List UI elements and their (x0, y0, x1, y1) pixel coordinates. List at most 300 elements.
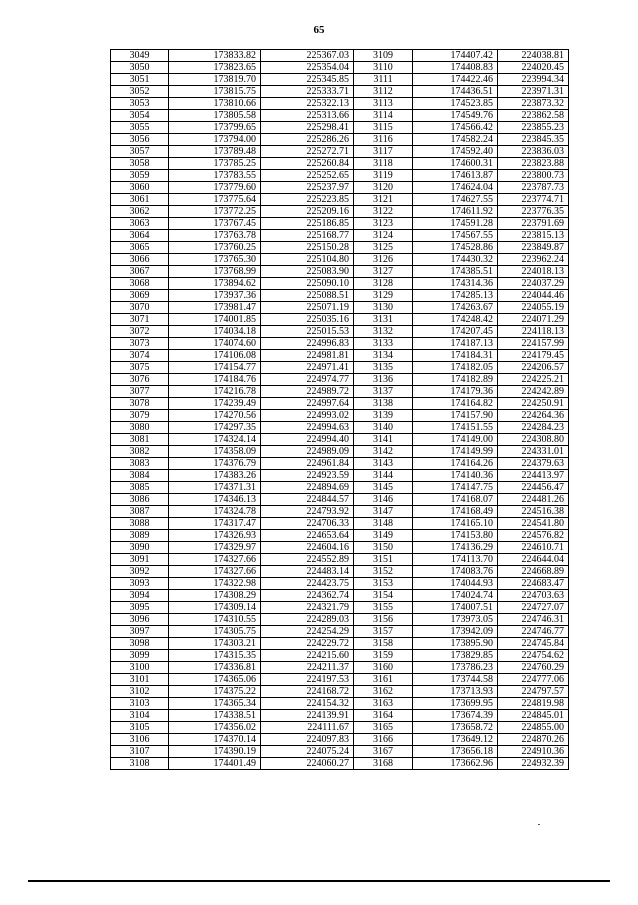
cell-y-coordinate: 224797.57 (498, 686, 569, 698)
cell-point-number: 3104 (111, 710, 169, 722)
cell-point-number: 3059 (111, 170, 169, 182)
table-row (111, 722, 569, 734)
cell-y-coordinate: 224844.57 (261, 494, 354, 506)
cell-x-coordinate: 173662.96 (413, 758, 498, 770)
cell-x-coordinate: 174549.76 (413, 110, 498, 122)
cell-x-coordinate: 174303.21 (169, 638, 261, 650)
cell-x-coordinate: 174001.85 (169, 314, 261, 326)
table-row (111, 350, 569, 362)
cell-point-number: 3151 (354, 554, 413, 566)
cell-y-coordinate: 224974.77 (261, 374, 354, 386)
cell-y-coordinate: 225354.04 (261, 62, 354, 74)
cell-y-coordinate: 225035.16 (261, 314, 354, 326)
cell-point-number: 3164 (354, 710, 413, 722)
cell-point-number: 3159 (354, 650, 413, 662)
cell-point-number: 3051 (111, 74, 169, 86)
cell-x-coordinate: 174164.82 (413, 398, 498, 410)
cell-y-coordinate: 224179.45 (498, 350, 569, 362)
cell-x-coordinate: 174140.36 (413, 470, 498, 482)
cell-y-coordinate: 223849.87 (498, 242, 569, 254)
cell-point-number: 3086 (111, 494, 169, 506)
cell-x-coordinate: 173783.55 (169, 170, 261, 182)
cell-y-coordinate: 224552.89 (261, 554, 354, 566)
cell-y-coordinate: 225071.19 (261, 302, 354, 314)
cell-point-number: 3085 (111, 482, 169, 494)
table-row (111, 194, 569, 206)
cell-y-coordinate: 224997.64 (261, 398, 354, 410)
cell-y-coordinate: 224413.97 (498, 470, 569, 482)
cell-point-number: 3066 (111, 254, 169, 266)
cell-point-number: 3070 (111, 302, 169, 314)
cell-y-coordinate: 225168.77 (261, 230, 354, 242)
cell-y-coordinate: 224777.06 (498, 674, 569, 686)
cell-point-number: 3064 (111, 230, 169, 242)
cell-point-number: 3053 (111, 98, 169, 110)
cell-y-coordinate: 225083.90 (261, 266, 354, 278)
cell-y-coordinate: 224971.41 (261, 362, 354, 374)
cell-y-coordinate: 224097.83 (261, 734, 354, 746)
cell-point-number: 3103 (111, 698, 169, 710)
cell-point-number: 3072 (111, 326, 169, 338)
cell-point-number: 3153 (354, 578, 413, 590)
cell-point-number: 3162 (354, 686, 413, 698)
cell-x-coordinate: 174365.06 (169, 674, 261, 686)
cell-point-number: 3058 (111, 158, 169, 170)
cell-x-coordinate: 174430.32 (413, 254, 498, 266)
table-row (111, 482, 569, 494)
cell-x-coordinate: 174624.04 (413, 182, 498, 194)
cell-y-coordinate: 225298.41 (261, 122, 354, 134)
cell-point-number: 3136 (354, 374, 413, 386)
cell-point-number: 3106 (111, 734, 169, 746)
cell-point-number: 3101 (111, 674, 169, 686)
cell-point-number: 3143 (354, 458, 413, 470)
cell-x-coordinate: 174270.56 (169, 410, 261, 422)
stray-mark (538, 824, 540, 825)
table-row (111, 506, 569, 518)
table-row (111, 710, 569, 722)
table-row (111, 542, 569, 554)
cell-point-number: 3075 (111, 362, 169, 374)
cell-point-number: 3150 (354, 542, 413, 554)
cell-y-coordinate: 224044.46 (498, 290, 569, 302)
cell-point-number: 3112 (354, 86, 413, 98)
cell-point-number: 3078 (111, 398, 169, 410)
cell-x-coordinate: 174376.79 (169, 458, 261, 470)
cell-x-coordinate: 174182.05 (413, 362, 498, 374)
cell-y-coordinate: 225209.16 (261, 206, 354, 218)
cell-point-number: 3081 (111, 434, 169, 446)
cell-x-coordinate: 174383.26 (169, 470, 261, 482)
cell-x-coordinate: 174297.35 (169, 422, 261, 434)
table-row (111, 362, 569, 374)
cell-x-coordinate: 173699.95 (413, 698, 498, 710)
cell-x-coordinate: 174024.74 (413, 590, 498, 602)
cell-point-number: 3105 (111, 722, 169, 734)
cell-point-number: 3117 (354, 146, 413, 158)
cell-point-number: 3125 (354, 242, 413, 254)
cell-x-coordinate: 173815.75 (169, 86, 261, 98)
cell-x-coordinate: 174154.77 (169, 362, 261, 374)
cell-y-coordinate: 225367.03 (261, 50, 354, 62)
cell-x-coordinate: 173823.65 (169, 62, 261, 74)
cell-x-coordinate: 174308.29 (169, 590, 261, 602)
cell-y-coordinate: 224018.13 (498, 266, 569, 278)
cell-point-number: 3160 (354, 662, 413, 674)
cell-y-coordinate: 225313.66 (261, 110, 354, 122)
cell-x-coordinate: 174310.55 (169, 614, 261, 626)
cell-x-coordinate: 174239.49 (169, 398, 261, 410)
cell-y-coordinate: 224604.16 (261, 542, 354, 554)
cell-y-coordinate: 224154.32 (261, 698, 354, 710)
cell-x-coordinate: 173763.78 (169, 230, 261, 242)
cell-point-number: 3099 (111, 650, 169, 662)
table-row (111, 434, 569, 446)
cell-y-coordinate: 223774.71 (498, 194, 569, 206)
cell-point-number: 3165 (354, 722, 413, 734)
cell-x-coordinate: 174327.66 (169, 554, 261, 566)
cell-y-coordinate: 224993.02 (261, 410, 354, 422)
cell-point-number: 3109 (354, 50, 413, 62)
cell-x-coordinate: 173819.70 (169, 74, 261, 86)
cell-point-number: 3161 (354, 674, 413, 686)
cell-point-number: 3055 (111, 122, 169, 134)
cell-point-number: 3155 (354, 602, 413, 614)
cell-point-number: 3087 (111, 506, 169, 518)
cell-point-number: 3080 (111, 422, 169, 434)
cell-y-coordinate: 225150.28 (261, 242, 354, 254)
cell-x-coordinate: 174317.47 (169, 518, 261, 530)
table-row (111, 182, 569, 194)
cell-y-coordinate: 224481.26 (498, 494, 569, 506)
cell-y-coordinate: 224157.99 (498, 338, 569, 350)
cell-point-number: 3071 (111, 314, 169, 326)
cell-x-coordinate: 174627.55 (413, 194, 498, 206)
cell-point-number: 3131 (354, 314, 413, 326)
cell-point-number: 3093 (111, 578, 169, 590)
coordinates-table (110, 49, 569, 770)
cell-y-coordinate: 223855.23 (498, 122, 569, 134)
cell-x-coordinate: 174216.78 (169, 386, 261, 398)
cell-point-number: 3107 (111, 746, 169, 758)
cell-point-number: 3050 (111, 62, 169, 74)
cell-point-number: 3088 (111, 518, 169, 530)
cell-point-number: 3158 (354, 638, 413, 650)
cell-x-coordinate: 174044.93 (413, 578, 498, 590)
cell-point-number: 3091 (111, 554, 169, 566)
table-row (111, 758, 569, 770)
table-row (111, 230, 569, 242)
cell-x-coordinate: 174371.31 (169, 482, 261, 494)
cell-y-coordinate: 224994.63 (261, 422, 354, 434)
cell-y-coordinate: 225260.84 (261, 158, 354, 170)
cell-y-coordinate: 223791.69 (498, 218, 569, 230)
cell-x-coordinate: 174182.89 (413, 374, 498, 386)
cell-x-coordinate: 173765.30 (169, 254, 261, 266)
cell-y-coordinate: 224989.72 (261, 386, 354, 398)
table-row (111, 158, 569, 170)
cell-y-coordinate: 224362.74 (261, 590, 354, 602)
cell-point-number: 3128 (354, 278, 413, 290)
cell-x-coordinate: 174375.22 (169, 686, 261, 698)
table-row (111, 218, 569, 230)
cell-y-coordinate: 225322.13 (261, 98, 354, 110)
table-row (111, 398, 569, 410)
table-row (111, 602, 569, 614)
cell-y-coordinate: 225333.71 (261, 86, 354, 98)
cell-point-number: 3152 (354, 566, 413, 578)
table-row (111, 134, 569, 146)
cell-point-number: 3133 (354, 338, 413, 350)
cell-point-number: 3137 (354, 386, 413, 398)
cell-point-number: 3077 (111, 386, 169, 398)
cell-point-number: 3090 (111, 542, 169, 554)
cell-point-number: 3118 (354, 158, 413, 170)
cell-point-number: 3113 (354, 98, 413, 110)
cell-point-number: 3068 (111, 278, 169, 290)
cell-y-coordinate: 223971.31 (498, 86, 569, 98)
cell-x-coordinate: 173799.65 (169, 122, 261, 134)
cell-x-coordinate: 173794.00 (169, 134, 261, 146)
cell-y-coordinate: 224264.36 (498, 410, 569, 422)
cell-point-number: 3168 (354, 758, 413, 770)
cell-y-coordinate: 224284.23 (498, 422, 569, 434)
cell-y-coordinate: 224215.60 (261, 650, 354, 662)
cell-y-coordinate: 224111.67 (261, 722, 354, 734)
cell-point-number: 3132 (354, 326, 413, 338)
cell-y-coordinate: 224055.19 (498, 302, 569, 314)
cell-point-number: 3141 (354, 434, 413, 446)
cell-y-coordinate: 224541.80 (498, 518, 569, 530)
cell-y-coordinate: 223845.35 (498, 134, 569, 146)
cell-point-number: 3154 (354, 590, 413, 602)
cell-x-coordinate: 174179.36 (413, 386, 498, 398)
cell-y-coordinate: 224668.89 (498, 566, 569, 578)
cell-y-coordinate: 224981.81 (261, 350, 354, 362)
cell-x-coordinate: 174582.24 (413, 134, 498, 146)
cell-y-coordinate: 224250.91 (498, 398, 569, 410)
cell-x-coordinate: 174187.13 (413, 338, 498, 350)
cell-x-coordinate: 174168.07 (413, 494, 498, 506)
cell-y-coordinate: 224845.01 (498, 710, 569, 722)
table-row (111, 614, 569, 626)
cell-x-coordinate: 174309.14 (169, 602, 261, 614)
table-row (111, 338, 569, 350)
cell-point-number: 3119 (354, 170, 413, 182)
cell-y-coordinate: 224610.71 (498, 542, 569, 554)
cell-point-number: 3145 (354, 482, 413, 494)
cell-y-coordinate: 224910.36 (498, 746, 569, 758)
cell-y-coordinate: 225090.10 (261, 278, 354, 290)
cell-y-coordinate: 225252.65 (261, 170, 354, 182)
table-row (111, 638, 569, 650)
cell-y-coordinate: 224308.80 (498, 434, 569, 446)
cell-x-coordinate: 174600.31 (413, 158, 498, 170)
cell-x-coordinate: 173760.25 (169, 242, 261, 254)
cell-x-coordinate: 174322.98 (169, 578, 261, 590)
cell-y-coordinate: 225223.85 (261, 194, 354, 206)
cell-y-coordinate: 224996.83 (261, 338, 354, 350)
cell-point-number: 3147 (354, 506, 413, 518)
cell-point-number: 3100 (111, 662, 169, 674)
table-row (111, 254, 569, 266)
cell-point-number: 3057 (111, 146, 169, 158)
cell-y-coordinate: 224994.40 (261, 434, 354, 446)
cell-x-coordinate: 173767.45 (169, 218, 261, 230)
cell-y-coordinate: 224703.63 (498, 590, 569, 602)
cell-y-coordinate: 225272.71 (261, 146, 354, 158)
cell-x-coordinate: 174338.51 (169, 710, 261, 722)
cell-x-coordinate: 174327.66 (169, 566, 261, 578)
cell-point-number: 3097 (111, 626, 169, 638)
cell-y-coordinate: 225345.85 (261, 74, 354, 86)
cell-y-coordinate: 225237.97 (261, 182, 354, 194)
cell-y-coordinate: 224793.92 (261, 506, 354, 518)
cell-x-coordinate: 173805.58 (169, 110, 261, 122)
cell-point-number: 3138 (354, 398, 413, 410)
cell-point-number: 3096 (111, 614, 169, 626)
cell-y-coordinate: 224242.89 (498, 386, 569, 398)
cell-x-coordinate: 174184.76 (169, 374, 261, 386)
cell-point-number: 3098 (111, 638, 169, 650)
cell-y-coordinate: 223862.58 (498, 110, 569, 122)
cell-point-number: 3063 (111, 218, 169, 230)
cell-x-coordinate: 174356.02 (169, 722, 261, 734)
table-row (111, 326, 569, 338)
table-row (111, 650, 569, 662)
cell-y-coordinate: 224118.13 (498, 326, 569, 338)
cell-x-coordinate: 174106.08 (169, 350, 261, 362)
cell-x-coordinate: 174390.19 (169, 746, 261, 758)
cell-x-coordinate: 174407.42 (413, 50, 498, 62)
cell-x-coordinate: 174592.40 (413, 146, 498, 158)
cell-y-coordinate: 225015.53 (261, 326, 354, 338)
cell-y-coordinate: 224331.01 (498, 446, 569, 458)
cell-point-number: 3062 (111, 206, 169, 218)
cell-y-coordinate: 224894.69 (261, 482, 354, 494)
cell-point-number: 3146 (354, 494, 413, 506)
cell-x-coordinate: 173981.47 (169, 302, 261, 314)
cell-x-coordinate: 174157.90 (413, 410, 498, 422)
cell-x-coordinate: 174385.51 (413, 266, 498, 278)
cell-point-number: 3060 (111, 182, 169, 194)
cell-x-coordinate: 174326.93 (169, 530, 261, 542)
cell-point-number: 3092 (111, 566, 169, 578)
cell-y-coordinate: 225286.26 (261, 134, 354, 146)
cell-point-number: 3049 (111, 50, 169, 62)
cell-x-coordinate: 174523.85 (413, 98, 498, 110)
cell-y-coordinate: 224483.14 (261, 566, 354, 578)
cell-point-number: 3108 (111, 758, 169, 770)
cell-x-coordinate: 174365.34 (169, 698, 261, 710)
cell-x-coordinate: 174263.67 (413, 302, 498, 314)
cell-x-coordinate: 174007.51 (413, 602, 498, 614)
cell-y-coordinate: 224060.27 (261, 758, 354, 770)
footer-rule (28, 880, 610, 882)
cell-point-number: 3144 (354, 470, 413, 482)
cell-y-coordinate: 225088.51 (261, 290, 354, 302)
cell-y-coordinate: 224206.57 (498, 362, 569, 374)
cell-y-coordinate: 224075.24 (261, 746, 354, 758)
cell-y-coordinate: 224168.72 (261, 686, 354, 698)
cell-y-coordinate: 224706.33 (261, 518, 354, 530)
cell-point-number: 3094 (111, 590, 169, 602)
cell-y-coordinate: 224037.29 (498, 278, 569, 290)
cell-point-number: 3076 (111, 374, 169, 386)
cell-x-coordinate: 174336.81 (169, 662, 261, 674)
cell-x-coordinate: 174401.49 (169, 758, 261, 770)
table-row (111, 458, 569, 470)
table-row (111, 206, 569, 218)
cell-point-number: 3095 (111, 602, 169, 614)
table-row (111, 674, 569, 686)
cell-x-coordinate: 174136.29 (413, 542, 498, 554)
cell-point-number: 3149 (354, 530, 413, 542)
cell-y-coordinate: 223962.24 (498, 254, 569, 266)
cell-y-coordinate: 224321.79 (261, 602, 354, 614)
cell-y-coordinate: 224071.29 (498, 314, 569, 326)
cell-y-coordinate: 224683.47 (498, 578, 569, 590)
cell-y-coordinate: 224229.72 (261, 638, 354, 650)
cell-x-coordinate: 174422.46 (413, 74, 498, 86)
table-row (111, 110, 569, 122)
cell-point-number: 3065 (111, 242, 169, 254)
cell-y-coordinate: 223994.34 (498, 74, 569, 86)
cell-y-coordinate: 224576.82 (498, 530, 569, 542)
cell-x-coordinate: 173973.05 (413, 614, 498, 626)
cell-x-coordinate: 174113.70 (413, 554, 498, 566)
cell-y-coordinate: 224989.09 (261, 446, 354, 458)
coordinates-table-body (111, 50, 569, 770)
cell-x-coordinate: 174358.09 (169, 446, 261, 458)
cell-x-coordinate: 173895.90 (413, 638, 498, 650)
table-row (111, 266, 569, 278)
table-row (111, 566, 569, 578)
table-row (111, 662, 569, 674)
table-row (111, 698, 569, 710)
cell-y-coordinate: 224211.37 (261, 662, 354, 674)
cell-x-coordinate: 174285.13 (413, 290, 498, 302)
cell-point-number: 3148 (354, 518, 413, 530)
cell-x-coordinate: 174324.78 (169, 506, 261, 518)
cell-x-coordinate: 174164.26 (413, 458, 498, 470)
cell-y-coordinate: 224870.26 (498, 734, 569, 746)
table-row (111, 86, 569, 98)
cell-x-coordinate: 174408.83 (413, 62, 498, 74)
cell-x-coordinate: 174034.18 (169, 326, 261, 338)
cell-point-number: 3142 (354, 446, 413, 458)
table-row (111, 242, 569, 254)
table-row (111, 50, 569, 62)
cell-x-coordinate: 173713.93 (413, 686, 498, 698)
cell-x-coordinate: 173772.25 (169, 206, 261, 218)
cell-y-coordinate: 224038.81 (498, 50, 569, 62)
cell-y-coordinate: 224254.29 (261, 626, 354, 638)
cell-y-coordinate: 224932.39 (498, 758, 569, 770)
cell-x-coordinate: 173779.60 (169, 182, 261, 194)
cell-y-coordinate: 223873.32 (498, 98, 569, 110)
cell-x-coordinate: 174149.00 (413, 434, 498, 446)
cell-x-coordinate: 174436.51 (413, 86, 498, 98)
cell-x-coordinate: 173656.18 (413, 746, 498, 758)
cell-x-coordinate: 174567.55 (413, 230, 498, 242)
cell-point-number: 3079 (111, 410, 169, 422)
table-row (111, 626, 569, 638)
table-row (111, 302, 569, 314)
cell-x-coordinate: 174153.80 (413, 530, 498, 542)
cell-y-coordinate: 224653.64 (261, 530, 354, 542)
table-row (111, 518, 569, 530)
